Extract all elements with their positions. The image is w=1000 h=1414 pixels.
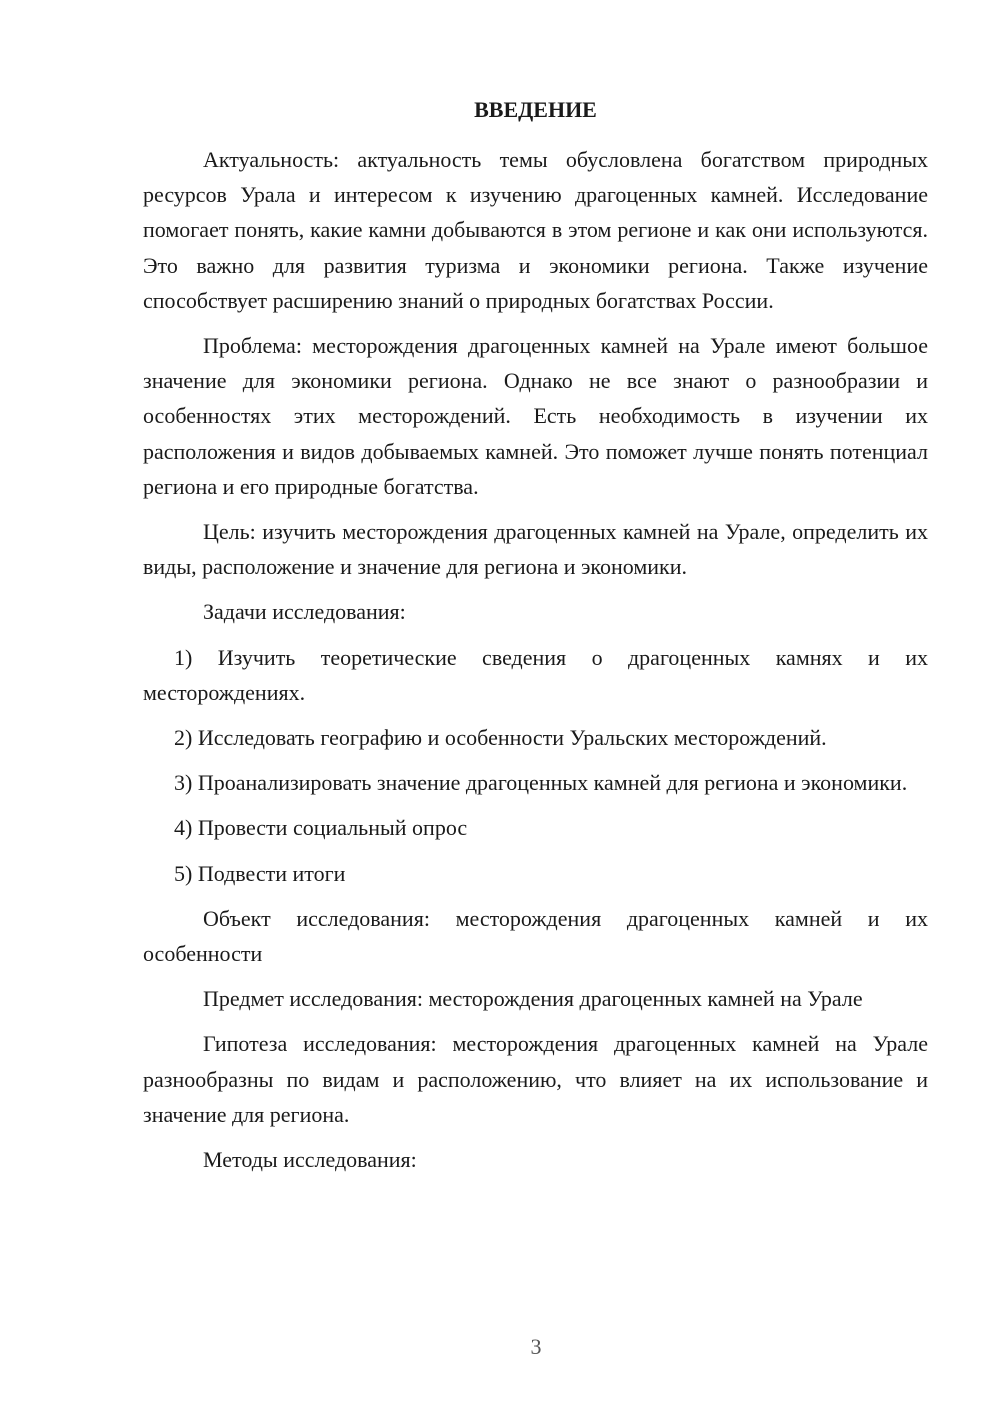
document-page — [143, 92, 928, 1187]
paragraph-relevance: Актуальность: актуальность темы обусловлена богатством природных ресурсов Урала и интересом к изучению драгоценных камней. Исследование помогает понять, какие камни добываются в этом регионе и как они используются. Это важно для развития туризма и экономики региона. Также изучение способствует расширению знаний о природных богатствах России. — [143, 147, 928, 313]
paragraph-tasks-heading: Задачи исследования: — [203, 599, 406, 625]
paragraph-subject: Предмет исследования: месторождения драгоценных камней на Урале — [203, 986, 863, 1012]
task-item-5: 5) Подвести итоги — [174, 860, 346, 886]
section-title: ВВЕДЕНИЕ — [474, 97, 597, 122]
task-item-4: 4) Провести социальный опрос — [174, 815, 468, 841]
paragraph-goal: Цель: изучить месторождения драгоценных камней на Урале, определить их виды, расположение и значение для региона и экономики. — [143, 519, 928, 580]
page-number: 3 — [530, 1334, 542, 1359]
task-item-1: 1) Изучить теоретические сведения о драгоценных камнях и их месторождениях. — [143, 644, 928, 705]
paragraph-methods: Методы исследования: — [203, 1147, 417, 1173]
paragraph-problem: Проблема: месторождения драгоценных камней на Урале имеют большое значение для экономики региона. Однако не все знают о разнообразии и особенностях этих месторождений. Есть необходимость в изучении их расположения и видов добываемых камней. Это поможет лучше понять потенциал региона и его природные богатства. — [143, 333, 928, 499]
task-item-2: 2) Исследовать географию и особенности Уральских месторождений. — [174, 725, 827, 751]
task-item-3: 3) Проанализировать значение драгоценных камней для региона и экономики. — [174, 770, 908, 796]
paragraph-hypothesis: Гипотеза исследования: месторождения драгоценных камней на Урале разнообразны по видам и расположению, что влияет на их использование и значение для региона. — [143, 1031, 928, 1127]
paragraph-object: Объект исследования: месторождения драгоценных камней и их особенности — [143, 905, 928, 967]
